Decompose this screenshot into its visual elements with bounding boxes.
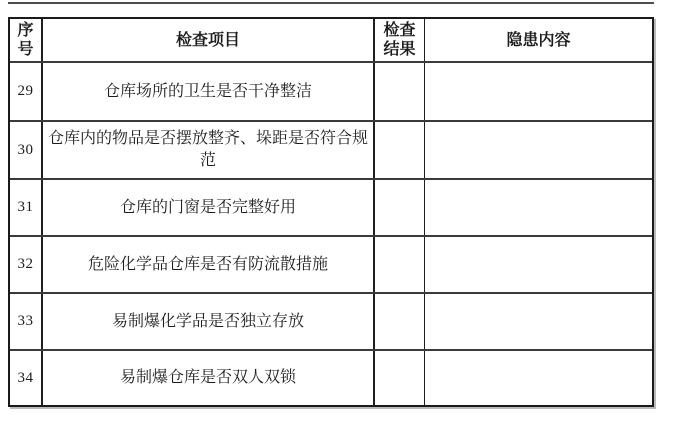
inspection-result-cell[interactable] <box>375 351 425 405</box>
table-row <box>10 237 652 294</box>
serial-number-cell: 33 <box>10 294 43 349</box>
header-label-serial-number: 序号 <box>17 22 34 58</box>
table-header-row <box>10 19 652 63</box>
previous-row-cutoff-line <box>8 2 654 4</box>
inspection-checklist-table <box>8 17 654 407</box>
inspection-item-cell <box>43 180 375 235</box>
table-row <box>10 63 652 122</box>
header-cell-serial-number <box>10 19 43 61</box>
inspection-item-cell <box>43 294 375 349</box>
table-row <box>10 294 652 351</box>
inspection-item-cell <box>43 122 375 178</box>
inspection-result-cell[interactable] <box>375 122 425 178</box>
header-label-inspection-item: 检查项目 <box>175 31 240 49</box>
serial-number-cell: 29 <box>10 63 43 120</box>
inspection-item-text: 易制爆化学品是否独立存放 <box>111 312 304 330</box>
inspection-item-cell <box>43 237 375 292</box>
inspection-item-text: 仓库内的物品是否摆放整齐、垛距是否符合规范 <box>47 130 368 169</box>
hazard-content-cell[interactable] <box>425 180 652 235</box>
hazard-content-cell[interactable] <box>425 294 652 349</box>
inspection-item-text: 仓库的门窗是否完整好用 <box>119 198 296 216</box>
inspection-item-cell <box>43 63 375 120</box>
inspection-item-text: 仓库场所的卫生是否干净整洁 <box>103 82 312 100</box>
serial-number-cell: 34 <box>10 351 43 405</box>
inspection-result-cell[interactable] <box>375 180 425 235</box>
serial-number-cell: 31 <box>10 180 43 235</box>
hazard-content-cell[interactable] <box>425 122 652 178</box>
serial-number-cell: 30 <box>10 122 43 178</box>
inspection-result-cell[interactable] <box>375 237 425 292</box>
inspection-result-cell[interactable] <box>375 63 425 120</box>
hazard-content-cell[interactable] <box>425 237 652 292</box>
inspection-item-text: 危险化学品仓库是否有防流散措施 <box>87 255 328 273</box>
header-cell-inspection-result <box>375 19 425 61</box>
hazard-content-cell[interactable] <box>425 351 652 405</box>
header-label-inspection-result: 检查结果 <box>383 22 416 58</box>
table-row <box>10 180 652 237</box>
header-cell-inspection-item <box>43 19 375 61</box>
table-row <box>10 351 652 405</box>
hazard-content-cell[interactable] <box>425 63 652 120</box>
header-cell-hazard-content <box>425 19 652 61</box>
inspection-item-cell <box>43 351 375 405</box>
header-label-hazard-content: 隐患内容 <box>506 31 571 49</box>
serial-number-cell: 32 <box>10 237 43 292</box>
inspection-item-text: 易制爆仓库是否双人双锁 <box>119 369 296 386</box>
inspection-result-cell[interactable] <box>375 294 425 349</box>
table-row <box>10 122 652 180</box>
